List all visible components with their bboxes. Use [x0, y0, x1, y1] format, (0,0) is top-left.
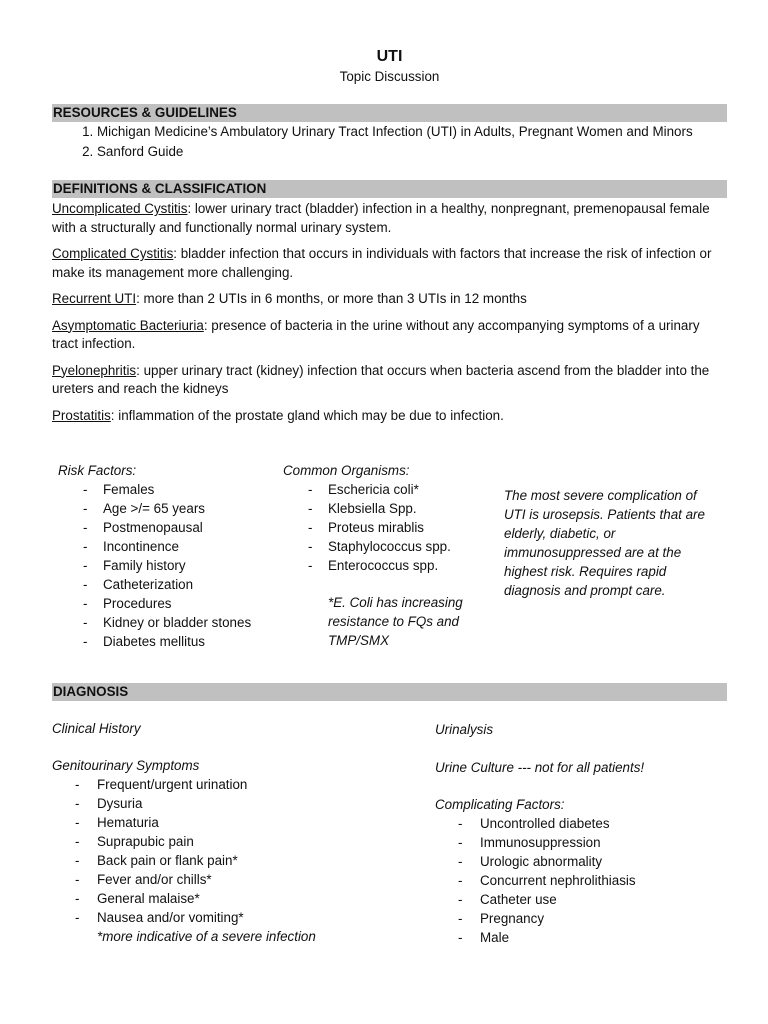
risk-factors-list — [58, 480, 278, 651]
definition-pyelonephritis — [52, 362, 727, 399]
list-item: - Procedures — [58, 594, 278, 613]
definition-asymptomatic-bacteriuria — [52, 317, 727, 354]
complicating-factors-label: Complicating Factors: — [435, 797, 565, 812]
definition-text: : more than 2 UTIs in 6 months, or more than 3 UTIs in 12 months — [136, 291, 527, 306]
resource-item: 2. Sanford Guide — [97, 142, 727, 162]
definition-text: : inflammation of the prostate gland which may be due to infection. — [110, 407, 504, 423]
clinical-history-label: Clinical History — [52, 721, 141, 736]
definition-term: Uncomplicated Cystitis — [52, 201, 188, 216]
list-item: - Dysuria — [52, 794, 422, 813]
definition-text: : presence of bacteria in the urine without any accompanying symptoms of a urinary tract infection. — [52, 317, 700, 351]
list-item: - Klebsiella Spp. — [283, 499, 493, 518]
list-item: - Suprapubic pain — [52, 832, 422, 851]
resource-item: 1. Michigan Medicine’s Ambulatory Urinary Tract Infection (UTI) in Adults, Pregnant Women and Minors — [97, 122, 727, 142]
document-page — [52, 46, 727, 945]
list-item: - Proteus mirablis — [283, 518, 493, 537]
complication-note: The most severe complication of UTI is urosepsis. Patients that are elderly, diabetic, or immunosuppressed are at the highest risk. Requires rapid diagnosis and prompt care. — [504, 488, 705, 598]
definition-complicated-cystitis — [52, 245, 727, 282]
list-item: - Urologic abnormality — [435, 852, 727, 871]
list-item: - Back pain or flank pain* — [52, 851, 422, 870]
gu-symptoms-label: Genitourinary Symptoms — [52, 758, 200, 773]
urinalysis-label: Urinalysis — [435, 722, 494, 737]
organisms-note: *E. Coli has increasing resistance to FQs and TMP/SMX — [328, 595, 463, 648]
list-item: - Age >/= 65 years — [58, 499, 278, 518]
gu-symptoms-list — [52, 775, 422, 927]
document-subtitle: Topic Discussion — [339, 69, 440, 84]
list-item: - Catheterization — [58, 575, 278, 594]
document-title: UTI — [376, 48, 403, 65]
diagnosis-left-column — [52, 719, 422, 946]
list-item: - Hematuria — [52, 813, 422, 832]
list-item: - General malaise* — [52, 889, 422, 908]
risk-factors-label: Risk Factors: — [58, 463, 137, 478]
definition-prostatitis — [52, 407, 727, 426]
definition-uncomplicated-cystitis — [52, 200, 727, 237]
list-item: - Eschericia coli* — [283, 480, 493, 499]
list-item: - Catheter use — [435, 890, 727, 909]
section-header-diagnosis: DIAGNOSIS — [52, 683, 727, 701]
definition-recurrent-uti — [52, 290, 727, 309]
definition-term: Complicated Cystitis — [52, 246, 174, 261]
list-item: - Immunosuppression — [435, 833, 727, 852]
section-header-definitions: DEFINITIONS & CLASSIFICATION — [52, 180, 727, 198]
urine-culture-label: Urine Culture --- not for all patients! — [435, 760, 645, 775]
list-item: - Diabetes mellitus — [58, 632, 278, 651]
list-item: - Incontinence — [58, 537, 278, 556]
definition-term: Pyelonephritis — [52, 362, 137, 378]
definition-text: : bladder infection that occurs in individuals with factors that increase the risk of infection or make its management more challenging. — [52, 246, 712, 280]
definition-text: : lower urinary tract (bladder) infection in a healthy, nonpregnant, premenopausal female with a structurally and functionally normal urinary system. — [52, 201, 710, 235]
resources-list — [52, 122, 727, 162]
list-item: - Male — [435, 928, 727, 947]
definition-term: Prostatitis — [52, 407, 111, 423]
list-item: - Postmenopausal — [58, 518, 278, 537]
organisms-label: Common Organisms: — [283, 463, 410, 478]
definition-term: Recurrent UTI — [52, 291, 137, 306]
risk-organisms-section — [52, 461, 727, 671]
list-item: - Pregnancy — [435, 909, 727, 928]
section-header-resources: RESOURCES & GUIDELINES — [52, 104, 727, 122]
list-item: - Females — [58, 480, 278, 499]
organisms-list — [283, 480, 493, 575]
definitions-list — [52, 200, 727, 425]
gu-footnote: *more indicative of a severe infection — [97, 929, 316, 944]
list-item: - Enterococcus spp. — [283, 556, 493, 575]
definition-text: : upper urinary tract (kidney) infection that occurs when bacteria ascend from the bladder into the ureters and reach the kidneys — [52, 362, 710, 396]
list-item: - Staphylococcus spp. — [283, 537, 493, 556]
list-item: - Concurrent nephrolithiasis — [435, 871, 727, 890]
complicating-factors-list — [435, 814, 727, 947]
risk-factors-column — [58, 461, 278, 651]
list-item: - Kidney or bladder stones — [58, 613, 278, 632]
organisms-column — [283, 461, 493, 650]
list-item: - Fever and/or chills* — [52, 870, 422, 889]
diagnosis-right-column — [435, 720, 727, 947]
list-item: - Nausea and/or vomiting* — [52, 908, 422, 927]
list-item: - Uncontrolled diabetes — [435, 814, 727, 833]
list-item: - Frequent/urgent urination — [52, 775, 422, 794]
definition-term: Asymptomatic Bacteriuria — [52, 317, 204, 333]
list-item: - Family history — [58, 556, 278, 575]
